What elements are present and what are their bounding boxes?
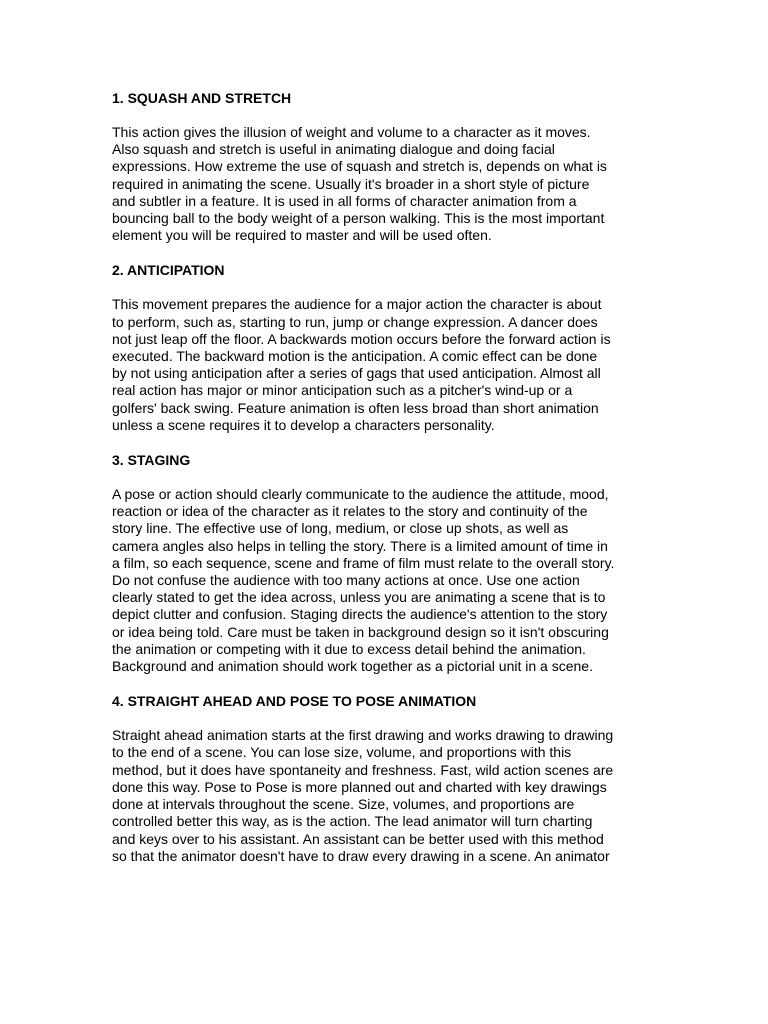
paragraph-line: or idea being told. Care must be taken in background design so it isn't obscuring <box>112 623 609 640</box>
paragraph-line: depict clutter and confusion. Staging directs the audience's attention to the story <box>112 606 608 623</box>
section-heading: 2. ANTICIPATION <box>112 262 225 279</box>
paragraph-line: done this way. Pose to Pose is more planned out and charted with key drawings <box>112 778 607 795</box>
paragraph-line: and subtler in a feature. It is used in all forms of character animation from a <box>112 192 577 209</box>
paragraph-line: required in animating the scene. Usually it's broader in a short style of picture <box>112 175 590 192</box>
paragraph-line: reaction or idea of the character as it relates to the story and continuity of the <box>112 503 588 520</box>
paragraph-line: Also squash and stretch is useful in animating dialogue and doing facial <box>112 141 555 158</box>
section-heading: 1. SQUASH AND STRETCH <box>112 90 292 106</box>
paragraph-line: not just leap off the floor. A backwards motion occurs before the forward action is <box>112 330 611 347</box>
paragraph-line: This movement prepares the audience for a major action the character is about <box>112 296 602 313</box>
section-paragraph <box>112 124 657 244</box>
paragraph-line: element you will be required to master and will be used often. <box>112 227 492 244</box>
paragraph-line: controlled better this way, as is the action. The lead animator will turn charting <box>112 813 593 830</box>
section-paragraph <box>112 296 657 434</box>
section-straight-ahead-and-pose-to-pose <box>112 693 657 865</box>
section-paragraph <box>112 727 657 865</box>
paragraph-line: A pose or action should clearly communicate to the audience the attitude, mood, <box>112 486 609 503</box>
paragraph-line: by not using anticipation after a series of gags that used anticipation. Almost all <box>112 365 601 382</box>
paragraph-line: Straight ahead animation starts at the first drawing and works drawing to drawing <box>112 727 614 744</box>
paragraph-line: camera angles also helps in telling the story. There is a limited amount of time in <box>112 537 608 554</box>
paragraph-line: the animation or competing with it due to excess detail behind the animation. <box>112 640 586 657</box>
paragraph-line: method, but it does have spontaneity and freshness. Fast, wild action scenes are <box>112 761 614 778</box>
paragraph-line: to the end of a scene. You can lose size, volume, and proportions with this <box>112 744 572 761</box>
paragraph-line: so that the animator doesn't have to draw every drawing in a scene. An animator <box>112 847 610 864</box>
paragraph-line: bouncing ball to the body weight of a person walking. This is the most important <box>112 210 605 227</box>
paragraph-line: unless a scene requires it to develop a characters personality. <box>112 416 495 433</box>
paragraph-line: Background and animation should work together as a pictorial unit in a scene. <box>112 658 593 675</box>
paragraph-line: expressions. How extreme the use of squash and stretch is, depends on what is <box>112 158 607 175</box>
paragraph-line: executed. The backward motion is the anticipation. A comic effect can be done <box>112 348 598 365</box>
section-heading: 4. STRAIGHT AHEAD AND POSE TO POSE ANIMATION <box>112 693 477 710</box>
paragraph-line: story line. The effective use of long, medium, or close up shots, as well as <box>112 520 569 537</box>
section-paragraph <box>112 486 657 675</box>
document-page <box>112 90 657 883</box>
paragraph-line: real action has major or minor anticipation such as a pitcher's wind-up or a <box>112 382 573 399</box>
section-heading: 3. STAGING <box>112 452 191 469</box>
section-anticipation <box>112 262 657 434</box>
paragraph-line: a film, so each sequence, scene and frame of film must relate to the overall story. <box>112 554 615 571</box>
paragraph-line: clearly stated to get the idea across, unless you are animating a scene that is to <box>112 589 606 606</box>
paragraph-line: Do not confuse the audience with too many actions at once. Use one action <box>112 572 580 589</box>
paragraph-line: done at intervals throughout the scene. Size, volumes, and proportions are <box>112 796 575 813</box>
paragraph-line: and keys over to his assistant. An assistant can be better used with this method <box>112 830 604 847</box>
section-squash-and-stretch <box>112 90 657 244</box>
paragraph-line: to perform, such as, starting to run, jump or change expression. A dancer does <box>112 313 598 330</box>
paragraph-line: golfers' back swing. Feature animation is often less broad than short animation <box>112 399 599 416</box>
paragraph-line: This action gives the illusion of weight and volume to a character as it moves. <box>112 124 591 140</box>
section-staging <box>112 452 657 675</box>
